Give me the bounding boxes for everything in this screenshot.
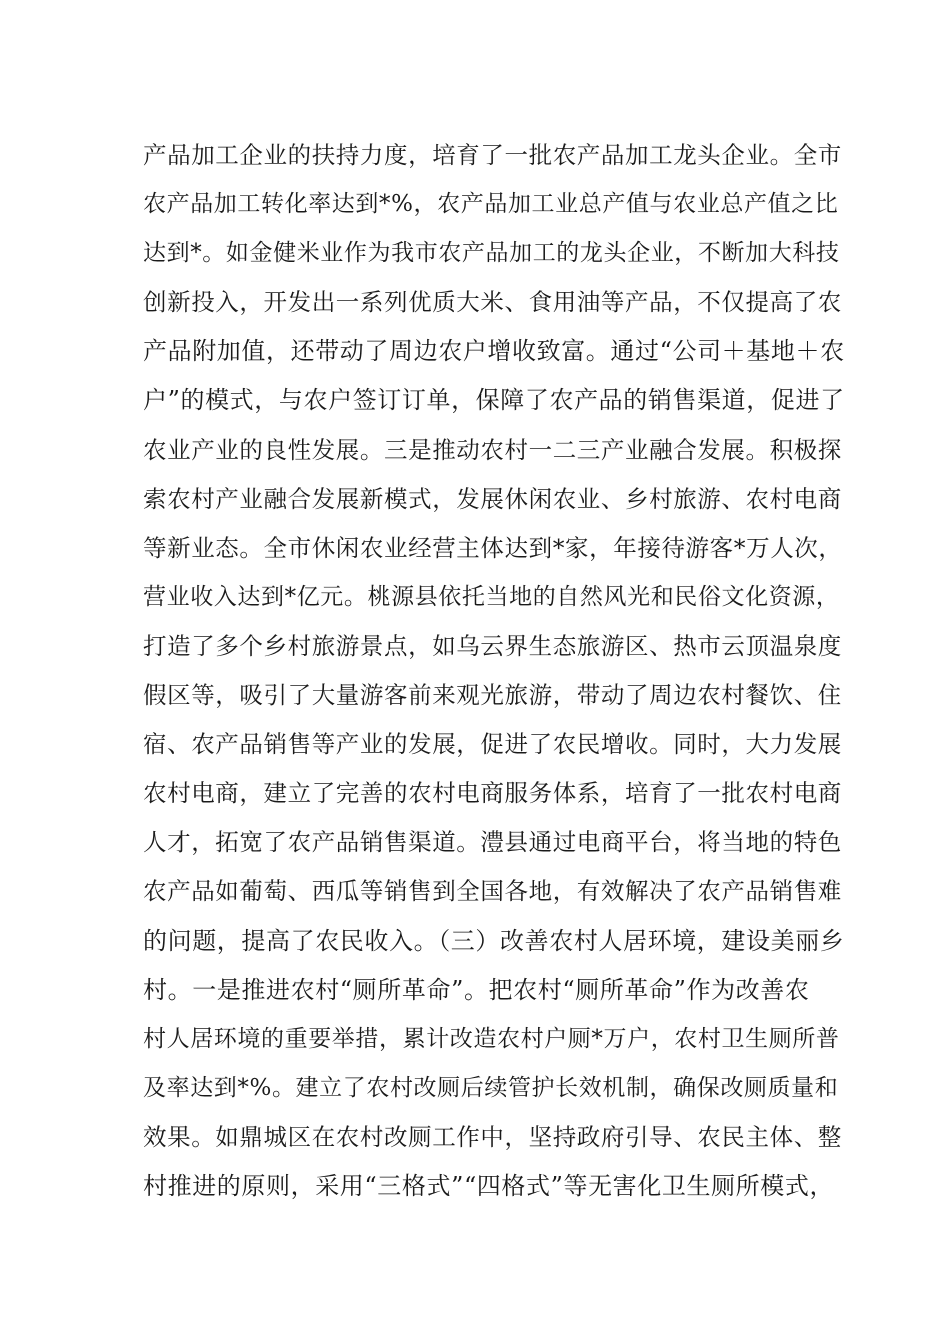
text-line: 效果。如鼎城区在农村改厕工作中，坚持政府引导、农民主体、整: [143, 1122, 842, 1151]
body-text: [143, 131, 843, 1211]
text-line: 假区等，吸引了大量游客前来观光旅游，带动了周边农村餐饮、住: [143, 681, 842, 710]
text-line: 农村电商，建立了完善的农村电商服务体系，培育了一批农村电商: [143, 779, 842, 808]
text-line: 农业产业的良性发展。三是推动农村一二三产业融合发展。积极探: [143, 435, 842, 464]
text-line: 农产品如葡萄、西瓜等销售到全国各地，有效解决了农产品销售难: [143, 877, 842, 906]
text-line: 村推进的原则，采用“三格式”“四格式”等无害化卫生厕所模式，: [143, 1171, 835, 1200]
text-line: 创新投入，开发出一系列优质大米、食用油等产品，不仅提高了农: [143, 288, 842, 317]
text-line: 产品附加值，还带动了周边农户增收致富。通过“公司＋基地＋农: [143, 337, 845, 366]
text-line: 等新业态。全市休闲农业经营主体达到*家，年接待游客*万人次，: [143, 533, 843, 562]
text-line: 的问题，提高了农民收入。（三）改善农村人居环境，建设美丽乡: [143, 926, 845, 955]
text-line: 宿、农产品销售等产业的发展，促进了农民增收。同时，大力发展: [143, 730, 842, 759]
text-line: 村人居环境的重要举措，累计改造农村户厕*万户，农村卫生厕所普: [143, 1025, 840, 1052]
text-line: 营业收入达到*亿元。桃源县依托当地的自然风光和民俗文化资源，: [143, 583, 840, 610]
text-line: 村。一是推进农村“厕所革命”。把农村“厕所革命”作为改善农: [143, 975, 810, 1004]
text-line: 农产品加工转化率达到*%，农产品加工业总产值与农业总产值之比: [143, 191, 839, 218]
text-line: 产品加工企业的扶持力度，培育了一批农产品加工龙头企业。全市: [143, 141, 842, 169]
text-line: 达到*。如金健米业作为我市农产品加工的龙头企业，不断加大科技: [143, 240, 840, 267]
text-line: 户”的模式，与农户签订订单，保障了农产品的销售渠道，促进了: [143, 386, 845, 415]
text-line: 人才，拓宽了农产品销售渠道。澧县通过电商平台，将当地的特色: [143, 828, 842, 857]
text-line: 打造了多个乡村旅游景点，如乌云界生态旅游区、热市云顶温泉度: [143, 631, 842, 660]
text-line: 及率达到*%。建立了农村改厕后续管护长效机制，确保改厕质量和: [143, 1074, 839, 1101]
text-line: 索农村产业融合发展新模式，发展休闲农业、乡村旅游、农村电商: [143, 484, 842, 513]
